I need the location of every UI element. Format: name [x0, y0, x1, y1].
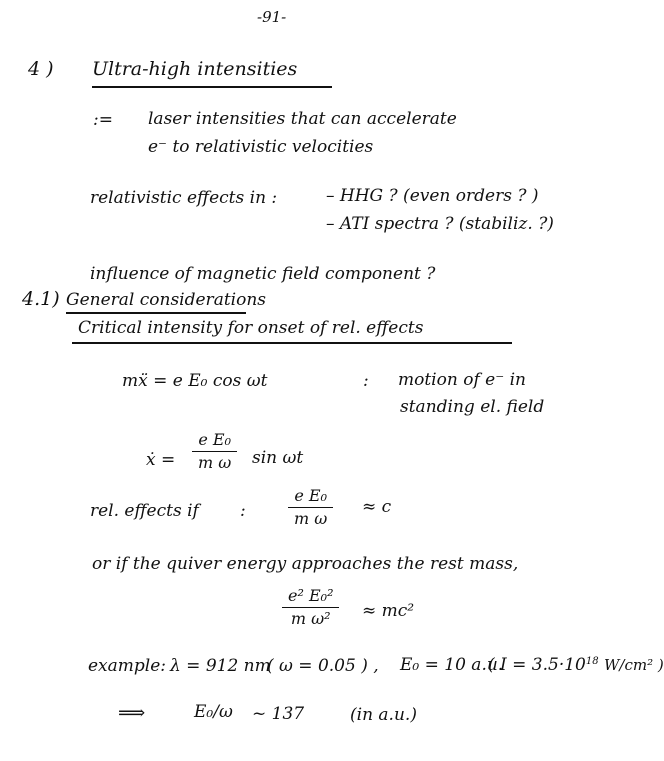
result-units: (in a.u.) — [350, 705, 417, 725]
section-41-subtitle: Critical intensity for onset of rel. effects — [78, 318, 424, 338]
equation-velocity-denominator: m ω — [198, 453, 232, 473]
section-41-number: 4.1) — [22, 288, 60, 310]
rel-effects-fraction — [288, 488, 333, 527]
example-omega: ( ω = 0.05 ) , — [267, 656, 379, 676]
page-number: -91- — [257, 8, 287, 26]
equation-motion-note-2: standing el. field — [400, 397, 545, 417]
equation-velocity-numerator: e E₀ — [198, 430, 231, 449]
equation-motion: mẍ = e E₀ cos ωt — [122, 371, 268, 391]
rel-effects-rhs: ≈ c — [362, 497, 392, 517]
quiver-energy-fraction — [282, 588, 339, 627]
result-ratio: E₀/ω — [194, 702, 233, 722]
effects-item-ati: – ATI spectra ? (stabiliz. ?) — [326, 214, 554, 234]
result-value: ~ 137 — [252, 704, 305, 724]
effects-item-hhg: – HHG ? (even orders ? ) — [326, 186, 539, 206]
section-41-title-underline — [66, 312, 246, 314]
quiver-energy-text: or if the quiver energy approaches the rest mass, — [92, 554, 519, 574]
section-41-subtitle-underline — [72, 342, 512, 344]
section-4-title: Ultra-high intensities — [92, 58, 298, 80]
rel-effects-denominator: m ω — [294, 509, 328, 529]
example-label: example: — [88, 656, 167, 676]
quiver-energy-rhs: ≈ mc² — [362, 601, 415, 621]
definition-symbol: := — [93, 110, 113, 130]
rel-effects-numerator: e E₀ — [294, 486, 327, 505]
definition-line-1: laser intensities that can accelerate — [148, 109, 457, 129]
example-wavelength: λ = 912 nm — [170, 656, 271, 676]
quiver-energy-numerator: e² E₀² — [288, 586, 334, 605]
rel-effects-condition-label: rel. effects if — [90, 501, 199, 521]
example-intensity-base: ( I = 3.5·10 — [488, 655, 586, 675]
implies-arrow: ⟹ — [118, 702, 146, 724]
magnetic-field-question: influence of magnetic field component ? — [90, 264, 436, 284]
rel-effects-condition-colon: : — [240, 501, 246, 521]
example-intensity-exponent: 18 — [585, 656, 599, 667]
equation-motion-colon: : — [363, 371, 369, 391]
equation-velocity-rhs: sin ωt — [252, 448, 304, 468]
quiver-energy-denominator: m ω² — [290, 609, 331, 629]
example-field: E₀ = 10 a.u. — [400, 655, 504, 675]
example-intensity — [488, 657, 664, 674]
section-4-number: 4 ) — [28, 58, 54, 80]
definition-line-2: e⁻ to relativistic velocities — [148, 137, 374, 157]
equation-velocity-lhs: ẋ = — [146, 450, 176, 470]
equation-motion-note-1: motion of e⁻ in — [398, 370, 526, 390]
example-intensity-unit: W/cm² ) — [604, 656, 664, 674]
section-41-title: General considerations — [66, 290, 266, 310]
effects-label: relativistic effects in : — [90, 188, 278, 208]
section-4-title-underline — [92, 86, 332, 88]
equation-velocity-fraction — [192, 432, 237, 471]
